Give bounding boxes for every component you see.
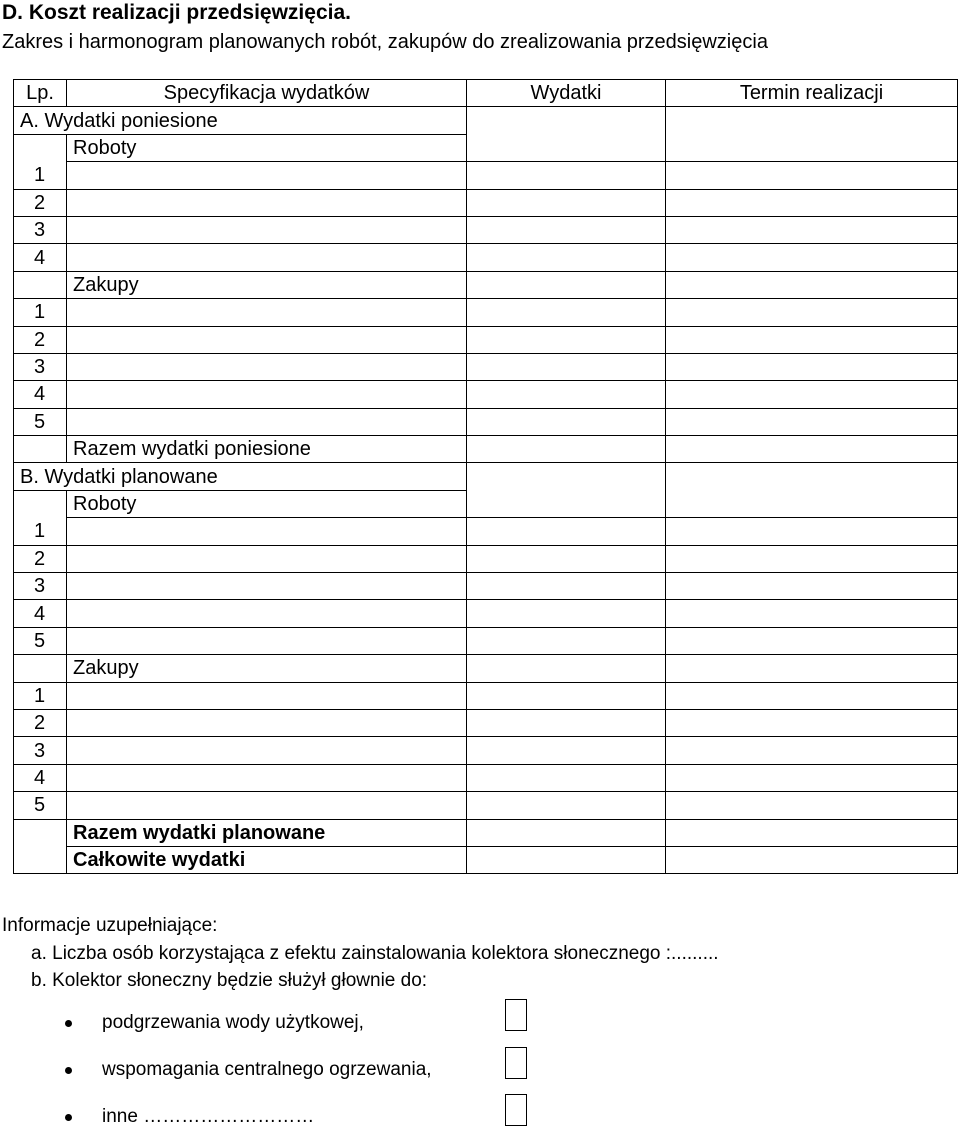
table-cell — [467, 545, 666, 572]
row-number: 4 — [14, 244, 67, 271]
table-cell — [666, 408, 958, 435]
table-row — [14, 709, 958, 736]
table-cell — [467, 271, 666, 298]
option-label: podgrzewania wody użytkowej, — [102, 1012, 364, 1033]
header-specification: Specyfikacja wydatków — [67, 80, 467, 107]
section-b-label: B. Wydatki planowane — [14, 463, 467, 490]
roboty-label: Roboty — [67, 134, 467, 161]
table-row — [14, 189, 958, 216]
table-cell — [666, 134, 958, 161]
table-cell — [467, 408, 666, 435]
info-item-a: a. Liczba osób korzystająca z efektu zainstalowania kolektora słonecznego :......... — [31, 943, 719, 964]
row-number: 2 — [14, 189, 67, 216]
table-cell — [67, 326, 467, 353]
table-cell — [666, 271, 958, 298]
table-cell — [467, 216, 666, 243]
table-row — [14, 627, 958, 654]
table-cell — [467, 518, 666, 545]
table-cell — [467, 819, 666, 846]
table-cell — [14, 490, 67, 517]
table-cell — [67, 764, 467, 791]
table-row — [14, 271, 958, 298]
table-cell — [666, 436, 958, 463]
table-cell — [666, 627, 958, 654]
table-cell — [666, 764, 958, 791]
table-cell — [666, 846, 958, 873]
table-row — [14, 162, 958, 189]
row-number: 3 — [14, 353, 67, 380]
table-row — [14, 134, 958, 161]
table-cell — [666, 682, 958, 709]
row-number: 1 — [14, 299, 67, 326]
row-number: 1 — [14, 682, 67, 709]
table-cell — [14, 436, 67, 463]
table-cell — [67, 573, 467, 600]
table-header-row — [14, 80, 958, 107]
section-a-label: A. Wydatki poniesione — [14, 107, 467, 134]
central-heating-checkbox[interactable] — [505, 1047, 527, 1079]
total-row — [14, 436, 958, 463]
grand-total-row — [14, 846, 958, 873]
section-heading: D. Koszt realizacji przedsięwzięcia. — [2, 1, 351, 24]
table-row — [14, 326, 958, 353]
table-cell — [467, 299, 666, 326]
table-cell — [467, 490, 666, 517]
option-label: inne ……………………… — [102, 1106, 315, 1127]
table-cell — [467, 737, 666, 764]
table-row — [14, 764, 958, 791]
table-cell — [467, 326, 666, 353]
total-a-label: Razem wydatki poniesione — [67, 436, 467, 463]
table-row — [14, 299, 958, 326]
grand-total-label: Całkowite wydatki — [67, 846, 467, 873]
bullet-icon — [65, 1114, 72, 1121]
table-cell — [666, 381, 958, 408]
table-cell — [666, 792, 958, 819]
table-cell — [666, 353, 958, 380]
table-cell — [666, 655, 958, 682]
table-cell — [467, 655, 666, 682]
row-number: 3 — [14, 216, 67, 243]
other-checkbox[interactable] — [505, 1094, 527, 1126]
table-cell — [666, 600, 958, 627]
table-cell — [666, 573, 958, 600]
zakupy-label: Zakupy — [67, 655, 467, 682]
table-cell — [67, 518, 467, 545]
row-number: 5 — [14, 627, 67, 654]
table-row — [14, 792, 958, 819]
table-cell — [467, 463, 666, 490]
table-cell — [666, 709, 958, 736]
row-number: 5 — [14, 792, 67, 819]
table-cell — [666, 244, 958, 271]
section-subheading: Zakres i harmonogram planowanych robót, zakupów do zrealizowania przedsięwzięcia — [2, 31, 768, 53]
table-cell — [67, 299, 467, 326]
table-cell — [666, 490, 958, 517]
table-cell — [67, 627, 467, 654]
section-b-row — [14, 463, 958, 490]
table-cell — [666, 107, 958, 134]
table-row — [14, 600, 958, 627]
table-cell — [467, 381, 666, 408]
table-row — [14, 244, 958, 271]
header-expenses: Wydatki — [467, 80, 666, 107]
table-cell — [666, 819, 958, 846]
table-cell — [467, 134, 666, 161]
table-cell — [14, 271, 67, 298]
row-number: 2 — [14, 326, 67, 353]
table-cell — [467, 600, 666, 627]
table-cell — [666, 216, 958, 243]
table-cell — [67, 162, 467, 189]
table-cell — [666, 162, 958, 189]
table-cell — [467, 627, 666, 654]
table-cell — [67, 189, 467, 216]
table-cell — [67, 682, 467, 709]
row-number: 1 — [14, 162, 67, 189]
table-cell — [67, 216, 467, 243]
table-row — [14, 408, 958, 435]
row-number: 1 — [14, 518, 67, 545]
option-label: wspomagania centralnego ogrzewania, — [102, 1059, 432, 1080]
table-cell — [467, 107, 666, 134]
expense-table — [13, 79, 958, 874]
table-cell — [467, 436, 666, 463]
table-cell — [666, 545, 958, 572]
table-cell — [67, 792, 467, 819]
row-number: 4 — [14, 764, 67, 791]
row-number: 2 — [14, 545, 67, 572]
table-cell — [67, 545, 467, 572]
header-lp: Lp. — [14, 80, 67, 107]
row-number: 2 — [14, 709, 67, 736]
row-number: 4 — [14, 600, 67, 627]
bullet-icon — [65, 1020, 72, 1027]
table-row — [14, 682, 958, 709]
table-cell — [467, 244, 666, 271]
table-cell — [467, 189, 666, 216]
table-cell — [467, 709, 666, 736]
roboty-label: Roboty — [67, 490, 467, 517]
info-item-b: b. Kolektor słoneczny będzie służył głownie do: — [31, 970, 428, 991]
table-row — [14, 216, 958, 243]
table-cell — [67, 381, 467, 408]
bullet-icon — [65, 1067, 72, 1074]
table-cell — [14, 134, 67, 161]
hot-water-checkbox[interactable] — [505, 999, 527, 1031]
table-row — [14, 573, 958, 600]
table-cell — [67, 737, 467, 764]
table-cell — [467, 162, 666, 189]
table-cell — [467, 573, 666, 600]
table-cell — [666, 463, 958, 490]
table-row — [14, 518, 958, 545]
row-number: 3 — [14, 573, 67, 600]
total-row — [14, 819, 958, 846]
table-row — [14, 545, 958, 572]
table-row — [14, 353, 958, 380]
header-deadline: Termin realizacji — [666, 80, 958, 107]
table-cell — [67, 244, 467, 271]
table-cell — [666, 326, 958, 353]
table-cell — [467, 353, 666, 380]
table-cell — [467, 682, 666, 709]
table-row — [14, 737, 958, 764]
table-cell — [467, 764, 666, 791]
row-number: 3 — [14, 737, 67, 764]
table-cell — [14, 846, 67, 873]
table-cell — [14, 819, 67, 846]
additional-info-title: Informacje uzupełniające: — [2, 915, 218, 936]
table-cell — [666, 189, 958, 216]
table-cell — [14, 655, 67, 682]
total-b-label: Razem wydatki planowane — [67, 819, 467, 846]
zakupy-label: Zakupy — [67, 271, 467, 298]
table-row — [14, 381, 958, 408]
table-cell — [67, 353, 467, 380]
table-cell — [67, 709, 467, 736]
row-number: 5 — [14, 408, 67, 435]
table-cell — [666, 518, 958, 545]
table-cell — [467, 846, 666, 873]
table-cell — [67, 408, 467, 435]
table-cell — [666, 299, 958, 326]
table-row — [14, 655, 958, 682]
table-cell — [467, 792, 666, 819]
row-number: 4 — [14, 381, 67, 408]
table-cell — [67, 600, 467, 627]
table-cell — [666, 737, 958, 764]
section-a-row — [14, 107, 958, 134]
table-row — [14, 490, 958, 517]
